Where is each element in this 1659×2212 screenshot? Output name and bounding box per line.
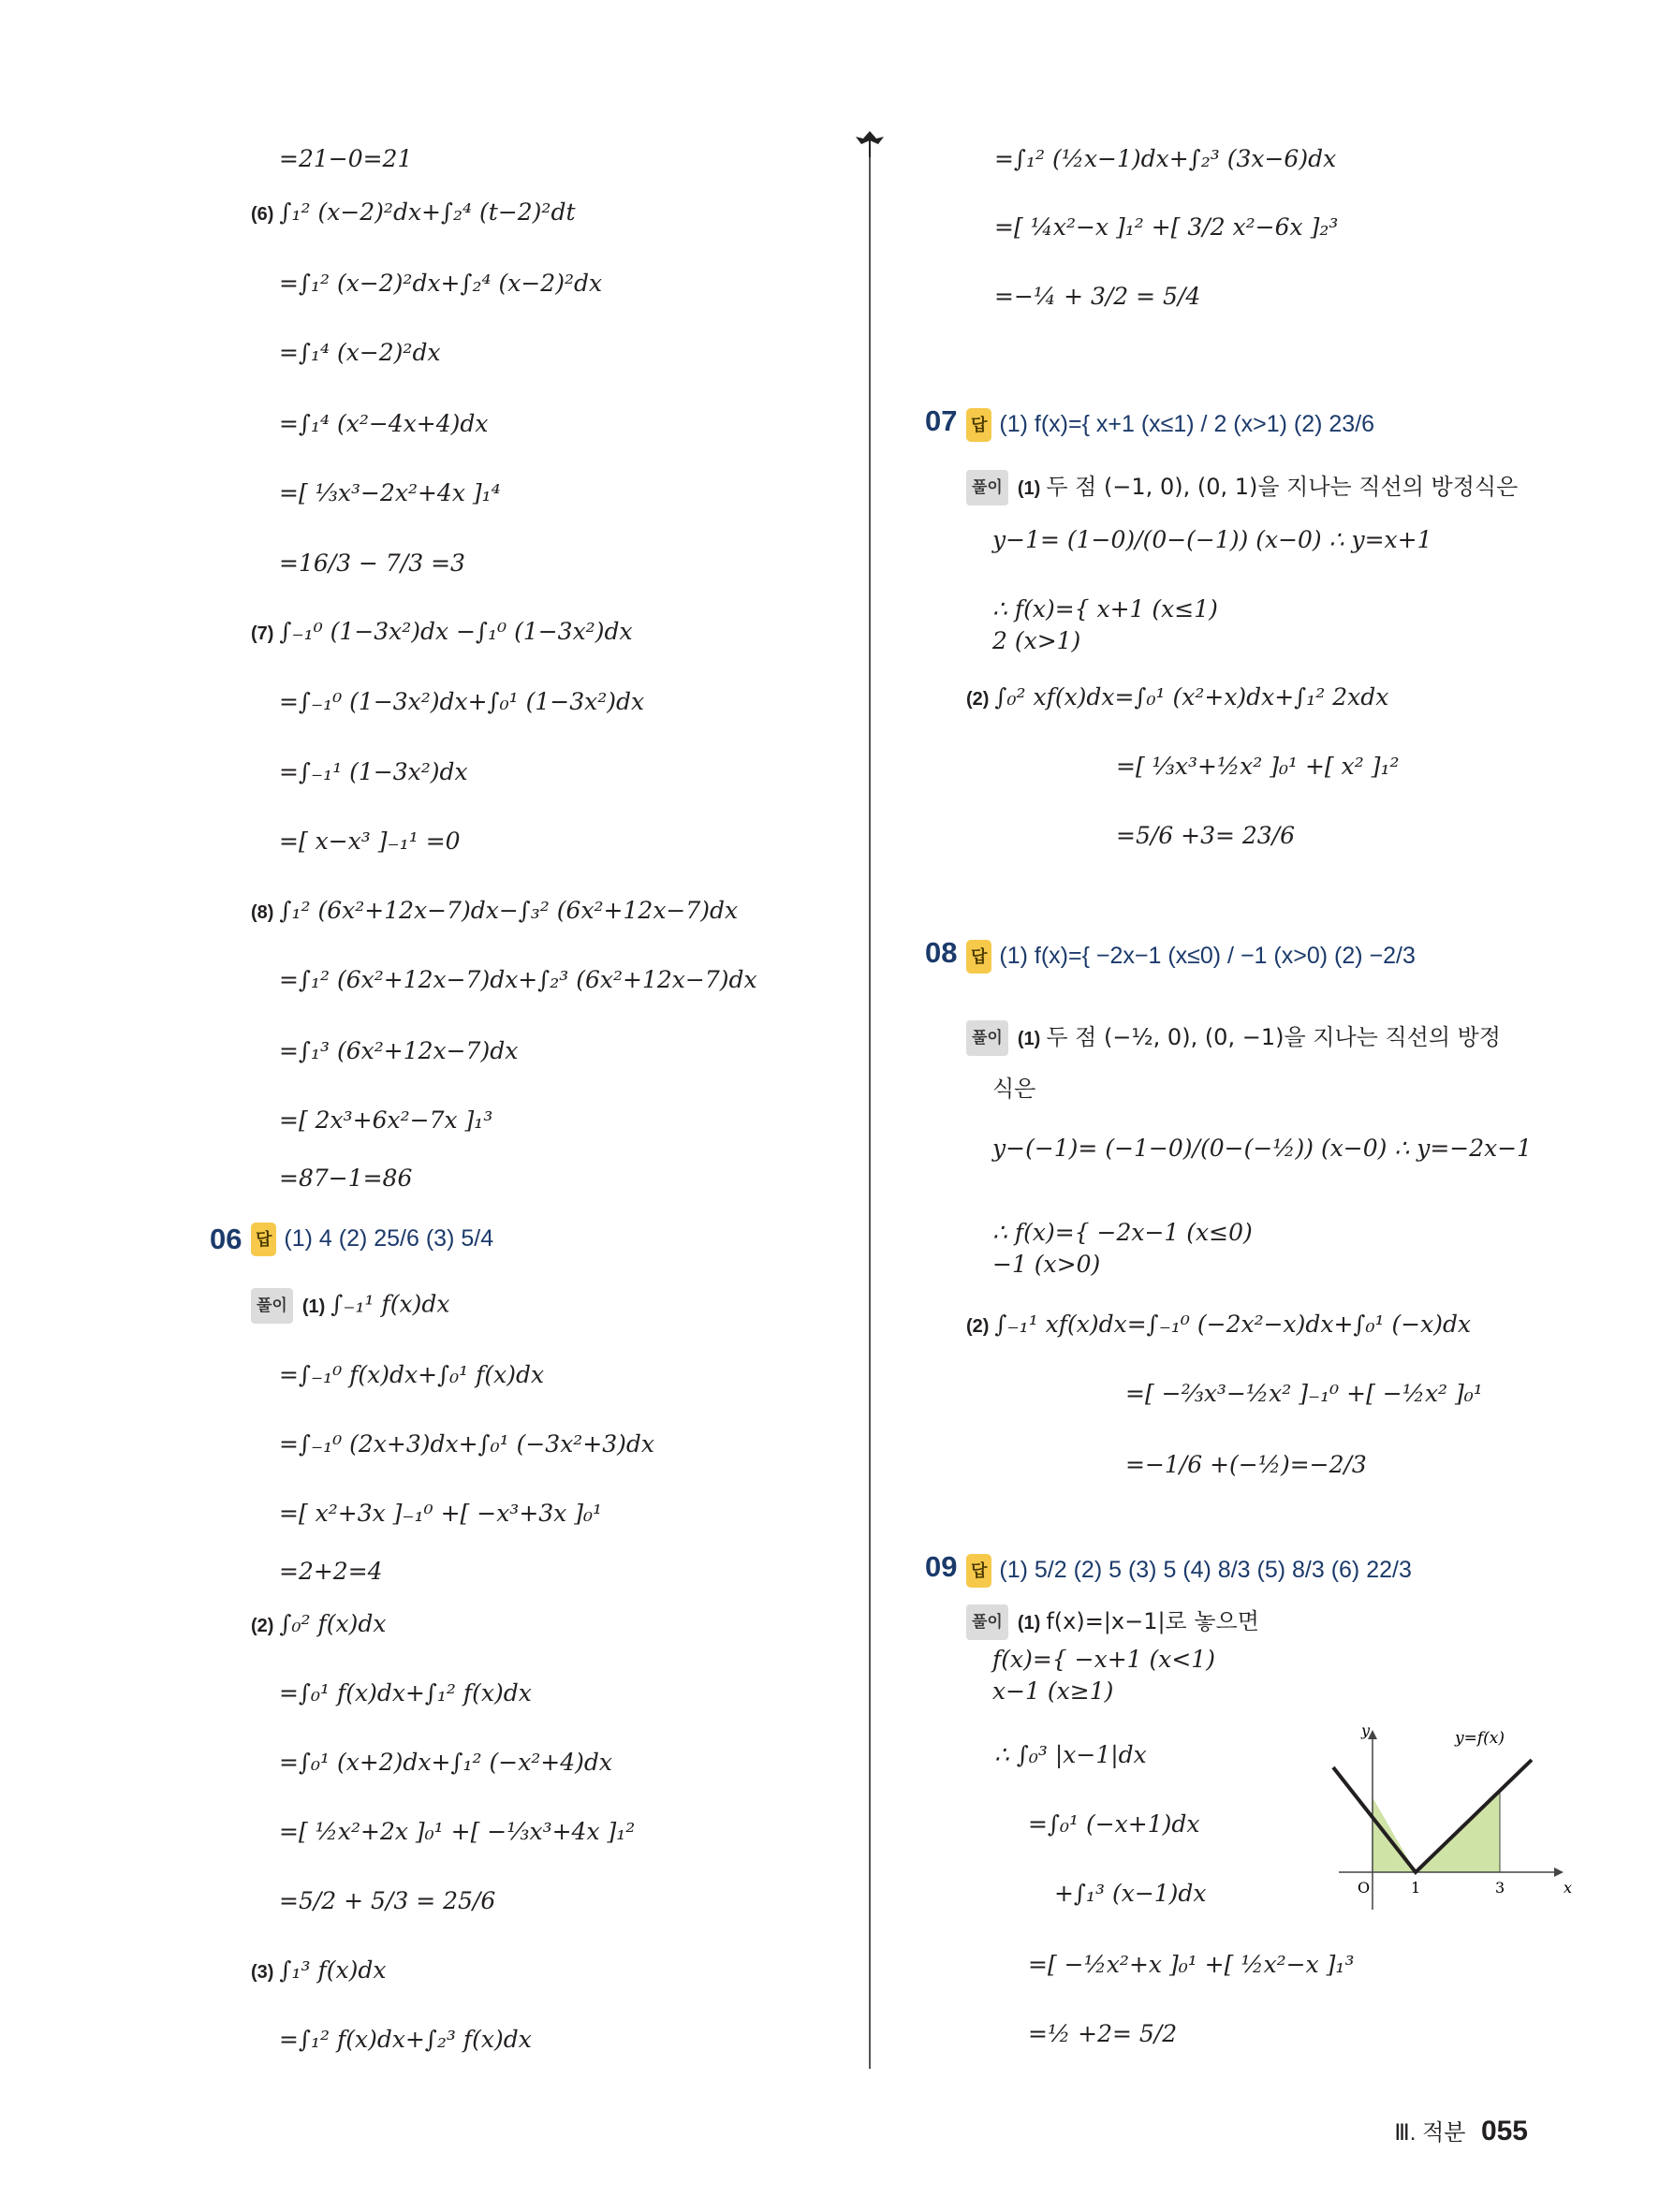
- solution-07-line: =5/6 +3= 23/6: [1116, 822, 1296, 849]
- solution-06-line: =∫₁² f(x)dx+∫₂³ f(x)dx: [279, 2026, 532, 2053]
- solution-06-line: (2) ∫₀² f(x)dx: [251, 1610, 387, 1637]
- absolute-value-graph: [1329, 1722, 1573, 1919]
- question-number-06: 06: [210, 1223, 242, 1255]
- x-axis-label: x: [1564, 1879, 1573, 1897]
- left-line: =87−1=86: [279, 1165, 413, 1192]
- page-number: 055: [1480, 2116, 1528, 2146]
- solution-08-line: (2) ∫₋₁¹ xf(x)dx=∫₋₁⁰ (−2x²−x)dx+∫₀¹ (−x)dx: [966, 1311, 1472, 1338]
- left-line: =∫₁² (6x²+12x−7)dx+∫₂³ (6x²+12x−7)dx: [279, 966, 757, 993]
- left-line: (6) ∫₁² (x−2)²dx+∫₂⁴ (t−2)²dt: [251, 198, 576, 226]
- left-line: (8) ∫₁² (6x²+12x−7)dx−∫₃² (6x²+12x−7)dx: [251, 897, 739, 924]
- solution-09-line: =[ −½x²+x ]₀¹ +[ ½x²−x ]₁³: [1028, 1951, 1355, 1978]
- divider-ornament-icon: [854, 129, 886, 157]
- origin-label: O: [1358, 1879, 1371, 1897]
- answer-06: 답 (1) 4 (2) 25/6 (3) 5/4: [251, 1223, 493, 1256]
- solution-09-line: x−1 (x≥1): [992, 1677, 1114, 1705]
- solution-08-line: −1 (x>0): [992, 1251, 1101, 1278]
- right-line: =−¼ + 3/2 = 5/4: [994, 283, 1201, 310]
- chapter-label: Ⅲ. 적분: [1394, 2120, 1466, 2146]
- solution-07-line: ∴ f(x)={ x+1 (x≤1): [992, 595, 1218, 623]
- tick-label-3: 3: [1495, 1879, 1505, 1897]
- left-line: =∫₁⁴ (x²−4x+4)dx: [279, 410, 489, 437]
- graph-curve: [1333, 1760, 1532, 1872]
- solution-09-line: 풀이 (1) f(x)=|x−1|로 놓으면: [966, 1604, 1259, 1640]
- solution-09-line: =½ +2= 5/2: [1028, 2020, 1178, 2047]
- solution-09-line: f(x)={ −x+1 (x<1): [992, 1646, 1215, 1673]
- solution-09-line: ∴ ∫₀³ |x−1|dx: [994, 1741, 1147, 1768]
- solution-07-line: =[ ⅓x³+½x² ]₀¹ +[ x² ]₁²: [1116, 753, 1400, 780]
- left-line: =21−0=21: [279, 145, 413, 172]
- column-divider: [869, 140, 871, 2069]
- y-axis-label: y: [1361, 1722, 1371, 1739]
- solution-06-line: =∫₋₁⁰ (2x+3)dx+∫₀¹ (−3x²+3)dx: [279, 1430, 655, 1458]
- question-number-08: 08: [925, 936, 958, 969]
- solution-08-line: ∴ f(x)={ −2x−1 (x≤0): [992, 1219, 1253, 1246]
- solution-07-line: (2) ∫₀² xf(x)dx=∫₀¹ (x²+x)dx+∫₁² 2xdx: [966, 683, 1389, 710]
- left-line: =∫₋₁¹ (1−3x²)dx: [279, 758, 468, 785]
- solution-07-line: 2 (x>1): [992, 627, 1081, 654]
- curve-label: y=f(x): [1455, 1729, 1505, 1748]
- solution-06-line: =∫₀¹ (x+2)dx+∫₁² (−x²+4)dx: [279, 1749, 613, 1776]
- left-line: =[ 2x³+6x²−7x ]₁³: [279, 1106, 493, 1134]
- solution-07-line: 풀이 (1) 두 점 (−1, 0), (0, 1)을 지나는 직선의 방정식은: [966, 470, 1518, 505]
- left-line: =∫₋₁⁰ (1−3x²)dx+∫₀¹ (1−3x²)dx: [279, 688, 645, 715]
- question-number-07: 07: [925, 404, 958, 437]
- solution-09-line: +∫₁³ (x−1)dx: [1054, 1880, 1207, 1907]
- solution-08-line: =[ −⅔x³−½x² ]₋₁⁰ +[ −½x² ]₀¹: [1125, 1380, 1483, 1407]
- page-footer: [1394, 2114, 1528, 2147]
- left-line: =∫₁⁴ (x−2)²dx: [279, 339, 441, 366]
- answer-09: 답 (1) 5/2 (2) 5 (3) 5 (4) 8/3 (5) 8/3 (6) 22/3: [966, 1554, 1412, 1588]
- solution-09-line: =∫₀¹ (−x+1)dx: [1028, 1810, 1200, 1838]
- solution-06-line: =∫₋₁⁰ f(x)dx+∫₀¹ f(x)dx: [279, 1361, 545, 1388]
- solution-08-line: 풀이 (1) 두 점 (−½, 0), (0, −1)을 지나는 직선의 방정: [966, 1020, 1501, 1056]
- answer-08: 답 (1) f(x)={ −2x−1 (x≤0) / −1 (x>0) (2) −2/3: [966, 940, 1416, 974]
- right-line: =∫₁² (½x−1)dx+∫₂³ (3x−6)dx: [994, 145, 1337, 172]
- x-axis-arrow-icon: [1554, 1868, 1564, 1877]
- solution-06-line: =5/2 + 5/3 = 25/6: [279, 1887, 496, 1914]
- solution-07-line: y−1= (1−0)/(0−(−1)) (x−0) ∴ y=x+1: [992, 526, 1432, 553]
- solution-06-line: =∫₀¹ f(x)dx+∫₁² f(x)dx: [279, 1679, 532, 1707]
- solution-06-line: =[ ½x²+2x ]₀¹ +[ −⅓x³+4x ]₁²: [279, 1818, 636, 1845]
- left-line: =∫₁³ (6x²+12x−7)dx: [279, 1037, 519, 1064]
- answer-07: 답 (1) f(x)={ x+1 (x≤1) / 2 (x>1) (2) 23/6: [966, 408, 1374, 442]
- solution-08-line: 식은: [992, 1076, 1036, 1102]
- tick-label-1: 1: [1411, 1879, 1421, 1897]
- solution-08-line: y−(−1)= (−1−0)/(0−(−½)) (x−0) ∴ y=−2x−1: [992, 1135, 1533, 1162]
- left-line: =∫₁² (x−2)²dx+∫₂⁴ (x−2)²dx: [279, 270, 603, 297]
- solution-06-line: =[ x²+3x ]₋₁⁰ +[ −x³+3x ]₀¹: [279, 1500, 603, 1527]
- solution-08-line: =−1/6 +(−½)=−2/3: [1125, 1451, 1367, 1478]
- question-number-09: 09: [925, 1550, 958, 1583]
- right-line: =[ ¼x²−x ]₁² +[ 3/2 x²−6x ]₂³: [994, 213, 1339, 241]
- left-line: =[ x−x³ ]₋₁¹ =0: [279, 828, 461, 855]
- left-line: =[ ⅓x³−2x²+4x ]₁⁴: [279, 479, 501, 506]
- solution-06-line: 풀이 (1) ∫₋₁¹ f(x)dx: [251, 1288, 450, 1324]
- left-line: (7) ∫₋₁⁰ (1−3x²)dx −∫₁⁰ (1−3x²)dx: [251, 618, 633, 645]
- left-line: =16/3 − 7/3 =3: [279, 549, 465, 577]
- solution-06-line: =2+2=4: [279, 1558, 383, 1585]
- solution-06-line: (3) ∫₁³ f(x)dx: [251, 1956, 387, 1984]
